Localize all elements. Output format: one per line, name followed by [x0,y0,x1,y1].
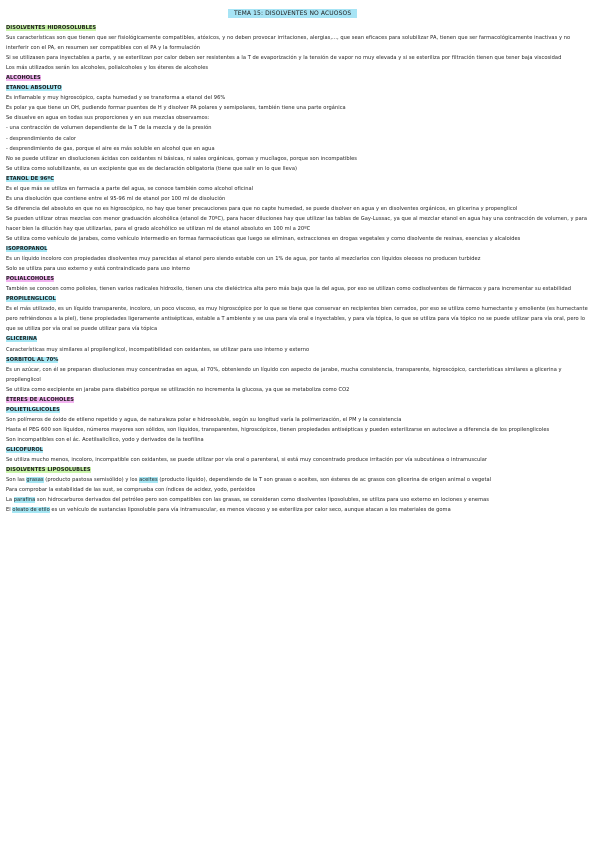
highlight-parafina: parafina [13,497,36,504]
paragraph: Es un líquido incoloro con propiedades disolventes muy parecidas al etanol pero siendo estable con un 1% de agua, por tanto al mezclarlos con líquidos oleosos no producen turbidez [6,256,481,263]
text-line: Para comprobar la estabilidad de las sust, se comprueba con índices de acidez, yodo, peróxidos [6,487,256,494]
text-span: son hidrocarburos derivados del petróleo pero son compatibles con las grasas, se consideran como disolventes liposolubles, se utiliza para uso externo en lociones y enemas [35,497,489,504]
text-line: Son incompatibles con el ác. Acetilsalicílico, yodo y derivados de la teofilina [6,436,204,443]
paragraph: Hasta el PEG 600 son líquidos, números mayores son sólidos, son líquidos, transparentes, higroscópicos, tienen propiedades antisépticas y pueden esterilizarse en autoclave a diferencia de los propilenglicoles [6,426,550,433]
list-item: - una contracción de volumen dependiente de la T de la mezcla y de la presión [6,125,212,132]
text-span: Son las [6,477,27,484]
heading-eteres: ÉTERES DE ALCOHOLES [6,396,74,403]
text-line: Es una disolución que contiene entre el 95-96 ml de etanol por 100 ml de disolución [6,195,226,202]
paragraph: Es un azúcar, con él se preparan disoluciones muy concentradas en agua, al 70%, obteniendo un líquido con aspecto de jarabe, mucha consistencia, transparente, higroscópico, carcterísticas similares a glicerina y propilenglicol [6,366,562,383]
highlight-grasas: grasas [26,477,44,484]
heading-propilenglicol: PROPILENGLICOL [6,296,56,303]
paragraph: Los más utilizados serán los alcoholes, polialcoholes y los éteres de alcoholes [6,65,209,72]
heading-alcoholes: ALCOHOLES [6,75,41,82]
heading-polialcoholes: POLIALCOHOLES [6,276,55,283]
text-span: es un vehículo de sustancias liposoluble para vía intramuscular, es menos viscoso y se esteriliza por calor seco, aunque atacan a los materiales de goma [49,507,451,514]
text-line: Es el que más se utiliza en farmacia a parte del agua, se conoce también como alcohol oficinal [6,185,254,192]
paragraph: Se utiliza mucho menos, incoloro, incompatible con oxidantes, se puede utilizar por vía oral o parenteral, si está muy concentrado produce irritación por vía subcutánea o intramuscular [6,457,488,464]
heading-polietilglicoles: POLIETILGLICOLES [6,406,60,413]
text-span: (producto líquido), dependiendo de la T son grasas o aceites, son ésteres de ac grasos con glicerina de origen animal o vegetal [157,477,492,484]
heading-etanol-96: ETANOL DE 96ºC [6,175,54,182]
highlight-aceites: aceites [139,477,158,484]
paragraph: Se utiliza como vehículo de jarabes, como vehículo intermedio en formas farmacéuticas que luego se eliminan, extracciones en drogas vegetales y como disolvente de resinas, esencias y alcaloides [6,235,521,242]
heading-glicofurol: GLICOFUROL [6,446,44,453]
text-line: Se disuelve en agua en todas sus proporciones y en sus mezclas observamos: [6,115,210,122]
paragraph: Se pueden utilizar otras mezclas con menor graduación alcohólica (etanol de 70ºC), para hacer diluciones hay que utilizar las tablas de Gay-Lussac, ya que al mezclar etanol en agua hay una contracción de volumen, y para hacer bien la dilución hay que utilizarlas, para el grado alcohólico se utilizan ml de etanol absoluto en 100 ml a 20ºC [6,215,588,232]
text-line: Se utiliza como excipiente en jarabe para diabético porque se utilización no incrementa la glucosa, ya que se metaboliza como CO2 [6,386,350,393]
text-line: Se utiliza como solubilizante, es un excipiente que es de declaración obligatoria (tiene que salir en lo que lleva) [6,165,298,172]
text-span: La [6,497,14,504]
text-line: Solo se utiliza para uso externo y está contraindicado para uso interno [6,266,190,273]
list-item: - desprendimiento de gas, porque el aire es más soluble en alcohol que en agua [6,145,215,152]
heading-isopropanol: ISOPROPANOL [6,246,48,253]
text-span: (producto pastosa semisólido) y los [43,477,140,484]
paragraph: Sus características son que tienen que ser fisiológicamente compatibles, atóxicos, y no deben provocar irritaciones, alergias,..., que sean eficaces para solubilizar PA, tienen que ser farmacológicamente inactivas y no interferir con el PA, en resumen ser compatibles con el PA y la formulación [6,35,571,52]
text-line: Es polar ya que tiene un OH, pudiendo formar puentes de H y disolver PA polares y semipolares, también tiene una parte orgánica [6,105,346,112]
paragraph [6,495,594,505]
heading-glicerina: GLICERINA [6,336,38,343]
heading-sorbitol: SORBITOL AL 70% [6,356,59,363]
heading-etanol-absoluto: ETANOL ABSOLUTO [6,85,62,92]
text-line: No se puede utilizar en disoluciones ácidas con oxidantes ni básicas, ni sales orgánicas, gomas y mucílagos, porque son incompatibles [6,155,358,162]
paragraph: Si se utilizasen para inyectables a parte, y se esterilizan por calor deben ser resistentes a la T de evaporización y la tensión de vapor no muy elevada y si se esteriliza por filtración tienen que tener baja viscosidad [6,55,562,62]
document-body [6,23,594,515]
heading-liposolubles: DISOLVENTES LIPOSOLUBLES [6,467,91,474]
paragraph [6,475,594,485]
text-line: Características muy similares al propilenglicol, incompatibilidad con oxidantes, se utilizar para uso interno y externo [6,346,310,353]
text-line: Es inflamable y muy higroscópico, capta humedad y se transforma a etanol del 96% [6,95,226,102]
paragraph: También se conocen como polioles, tienen varios radicales hidroxilo, tienen una cte dieléctrica alta pero más baja que la del agua, por eso se utilizan como codisolventes de fármacos y para incrementar su estabilidad [6,286,572,293]
paragraph: Se diferencia del absoluto en que no es higroscópico, no hay que tener precauciones para que no capte humedad, se puede disolver en agua y en disolventes orgánicos, en glicerina y propenglicol [6,205,518,212]
highlight-oleato-de-etilo: oleato de etilo [12,507,50,514]
text-line: Son polímeros de óxido de etileno repetido y agua, de naturaleza polar e hidrosoluble, según su longitud varía la polimerización, el PM y la consistencia [6,416,402,423]
text-span: El [6,507,13,514]
page-title: TEMA 15: DISOLVENTES NO ACUOSOS [228,9,357,18]
paragraph: Es el más utilizado, es un líquido transparente, incoloro, un poco viscoso, es muy higroscópico por lo que se tiene que conservar en recipientes bien cerrados, por eso se utiliza como humectante y emoliente (es humectante pero refriéndonos a la piel), tiene propiedades ligeramente antisépticas, estable a T ambiente y se usa para vía oral e inyectables, y para vía tópica, lo que se utiliza para vía tópico no se puede utilizar para vía oral, pero lo que se utiliza por vía oral se puede utilizar para vía tópica [6,306,588,333]
list-item: - desprendimiento de calor [6,135,77,142]
heading-hidrosolubles: DISOLVENTES HIDROSOLUBLES [6,25,97,31]
paragraph [6,505,594,515]
